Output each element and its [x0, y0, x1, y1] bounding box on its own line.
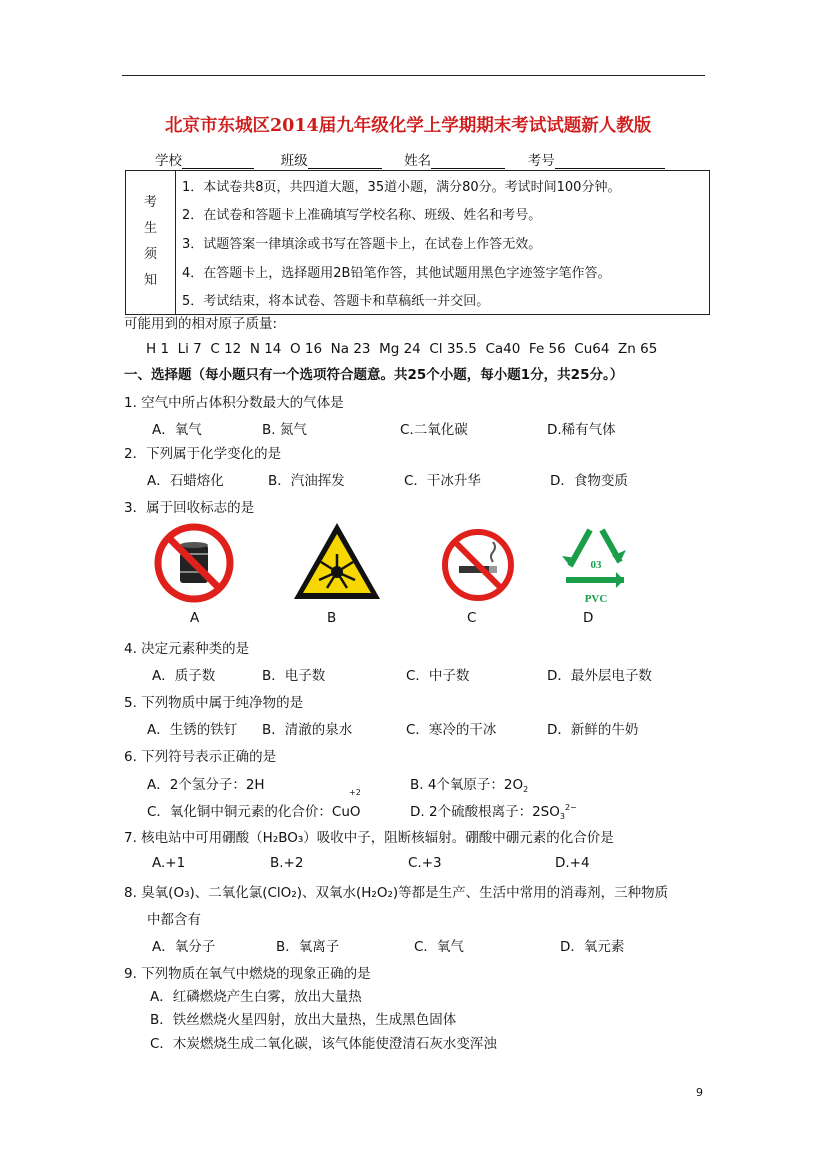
q6-option-c[interactable]: C．氧化铜中铜元素的化合价：CuO	[147, 804, 361, 820]
q1-option-b[interactable]: B. 氮气	[262, 422, 307, 438]
recycle-text: PVC	[584, 593, 608, 605]
notice-label: 考 生 须 知	[126, 171, 176, 315]
q7-option-c[interactable]: C.+3	[408, 855, 442, 871]
q6-option-a[interactable]: A．2个氢分子：2H	[147, 777, 265, 793]
notice-row: 2．在试卷和答题卡上准确填写学校名称、班级、姓名和考号。	[176, 200, 710, 229]
recycle-pvc-icon[interactable]	[556, 522, 636, 606]
recycle-code: 03	[590, 559, 602, 571]
name-blank[interactable]	[431, 154, 505, 169]
explosive-warning-icon[interactable]	[291, 520, 383, 602]
q6-option-b[interactable]: B. 4个氧原子：$2O_2$	[410, 777, 529, 794]
school-blank[interactable]	[182, 154, 254, 169]
q8-option-a[interactable]: A．氧分子	[152, 939, 216, 955]
q8-option-b[interactable]: B．氧离子	[276, 939, 340, 955]
q6-option-d[interactable]: D. 2个硫酸根离子：$2SO_3^{2-}$	[410, 803, 577, 821]
header-rule	[122, 75, 705, 76]
q9-option-b[interactable]: B．铁丝燃烧火星四射，放出大量热，生成黑色固体	[150, 1012, 457, 1028]
q3-stem: 3．属于回收标志的是	[124, 500, 255, 516]
notice-table	[125, 170, 710, 315]
q4-stem: 4. 决定元素种类的是	[124, 641, 250, 657]
q1-option-d[interactable]: D.稀有气体	[547, 422, 616, 438]
q7-stem: 7. 核电站中可用硼酸（H₂BO₃）吸收中子，阻断核辐射。硼酸中硼元素的化合价是	[124, 830, 614, 846]
notice-row: 3．试题答案一律填涂或书写在答题卡上，在试卷上作答无效。	[176, 228, 710, 257]
number-label: 考号	[527, 153, 555, 169]
q8-option-d[interactable]: D．氧元素	[560, 939, 625, 955]
q9-option-a[interactable]: A．红磷燃烧产生白雾，放出大量热	[150, 989, 362, 1005]
q3-label-d: D	[583, 610, 594, 626]
atomic-mass-values: H 1 Li 7 C 12 N 14 O 16 Na 23 Mg 24 Cl 35.5 Ca40 Fe 56 Cu64 Zn 65	[146, 341, 658, 357]
q1-option-c[interactable]: C.二氧化碳	[400, 422, 468, 438]
q5-option-c[interactable]: C．寒冷的干冰	[406, 722, 497, 738]
q5-option-d[interactable]: D．新鲜的牛奶	[547, 722, 639, 738]
number-blank[interactable]	[555, 154, 665, 169]
q2-option-d[interactable]: D．食物变质	[550, 473, 628, 489]
no-oil-drum-icon[interactable]	[154, 523, 234, 603]
q3-label-b: B	[327, 610, 337, 626]
q1-stem: 1. 空气中所占体积分数最大的气体是	[124, 395, 344, 411]
q3-label-a: A	[190, 610, 200, 626]
info-line	[155, 149, 665, 169]
class-blank[interactable]	[308, 154, 382, 169]
school-label: 学校	[155, 153, 182, 169]
atomic-mass-label: 可能用到的相对原子质量:	[124, 316, 278, 332]
q2-option-a[interactable]: A．石蜡熔化	[147, 473, 224, 489]
class-label: 班级	[280, 153, 308, 169]
q7-option-d[interactable]: D.+4	[555, 855, 590, 871]
q7-option-b[interactable]: B.+2	[270, 855, 304, 871]
q8-option-c[interactable]: C．氧气	[414, 939, 464, 955]
name-label: 姓名	[404, 153, 432, 169]
q2-stem: 2．下列属于化学变化的是	[124, 446, 282, 462]
q2-option-c[interactable]: C．干冰升华	[404, 473, 481, 489]
q9-stem: 9. 下列物质在氧气中燃烧的现象正确的是	[124, 966, 371, 982]
notice-row: 4．在答题卡上，选择题用2B铅笔作答，其他试题用黑色字迹签字笔作答。	[176, 257, 710, 286]
q8-stem-cont: 中都含有	[147, 912, 201, 928]
q4-option-a[interactable]: A．质子数	[152, 668, 216, 684]
q3-label-c: C	[467, 610, 477, 626]
q4-option-d[interactable]: D．最外层电子数	[547, 668, 652, 684]
q4-option-b[interactable]: B．电子数	[262, 668, 326, 684]
q6-stem: 6. 下列符号表示正确的是	[124, 749, 277, 765]
page-title: 北京市东城区2014届九年级化学上学期期末考试试题新人教版	[165, 116, 652, 136]
q7-option-a[interactable]: A.+1	[152, 855, 186, 871]
q5-option-a[interactable]: A．生锈的铁钉	[147, 722, 238, 738]
q1-option-a[interactable]: A．氧气	[152, 422, 202, 438]
page-number: 9	[696, 1086, 703, 1099]
notice-row: 5．考试结束，将本试卷、答题卡和草稿纸一并交回。	[176, 285, 710, 314]
q5-stem: 5. 下列物质中属于纯净物的是	[124, 695, 304, 711]
section-heading: 一、选择题（每小题只有一个选项符合题意。共25个小题，每小题1分，共25分。）	[124, 367, 624, 383]
q9-option-c[interactable]: C．木炭燃烧生成二氧化碳，该气体能使澄清石灰水变浑浊	[150, 1036, 497, 1052]
q5-option-b[interactable]: B．清澈的泉水	[262, 722, 353, 738]
q2-option-b[interactable]: B．汽油挥发	[268, 473, 345, 489]
q4-option-c[interactable]: C．中子数	[406, 668, 470, 684]
q8-stem: 8. 臭氧(O₃)、二氧化氯(ClO₂)、双氧水(H₂O₂)等都是生产、生活中常用的消毒剂，三种物质	[124, 885, 669, 901]
no-smoking-icon[interactable]	[441, 528, 515, 602]
q6-c-valence: +2	[349, 788, 361, 797]
notice-row: 1．本试卷共8页，共四道大题，35道小题，满分80分。考试时间100分钟。	[176, 171, 710, 200]
